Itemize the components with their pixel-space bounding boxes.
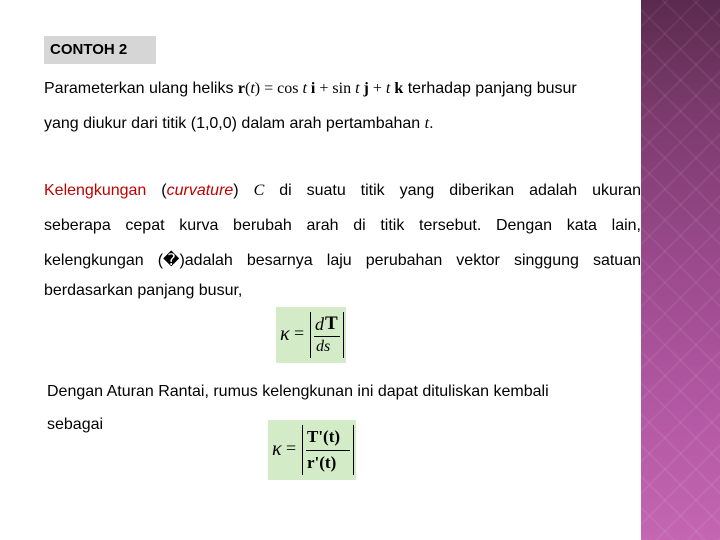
problem-text-1: Parameterkan ulang heliks (44, 80, 238, 97)
helix-equation: r(t) = cos t i + sin t j + t k (237, 80, 404, 97)
problem-line-1 (44, 80, 577, 98)
problem-text-2: terhadap panjang busur (403, 80, 577, 97)
definition-line-1: Kelengkungan (curvature) C di suatu titik yang diberikan adalah ukuran (44, 182, 642, 199)
term-curvature-en: curvature (166, 182, 234, 199)
term-curvature: Kelengkungan (44, 182, 147, 199)
definition-line-3: kelengkungan (�)adalah besarnya laju perubahan vektor singgung satuan (44, 252, 641, 269)
curvature-formula-2: κ = T'(t) r'(t) (268, 420, 356, 480)
decorative-side-bar (641, 0, 720, 540)
problem-line-2: yang diukur dari titik (1,0,0) dalam arah pertambahan t. (44, 115, 434, 132)
definition-line-4: berdasarkan panjang busur, (44, 282, 243, 299)
curvature-formula-1: κ = d T ds (276, 307, 346, 363)
definition-line-2: seberapa cepat kurva berubah arah di titik tersebut. Dengan kata lain, (44, 217, 641, 234)
example-badge: CONTOH 2 (44, 36, 156, 64)
chain-rule-line-2: sebagai (47, 416, 104, 433)
chain-rule-line-1: Dengan Aturan Rantai, rumus kelengkunan ini dapat dituliskan kembali (47, 383, 549, 400)
